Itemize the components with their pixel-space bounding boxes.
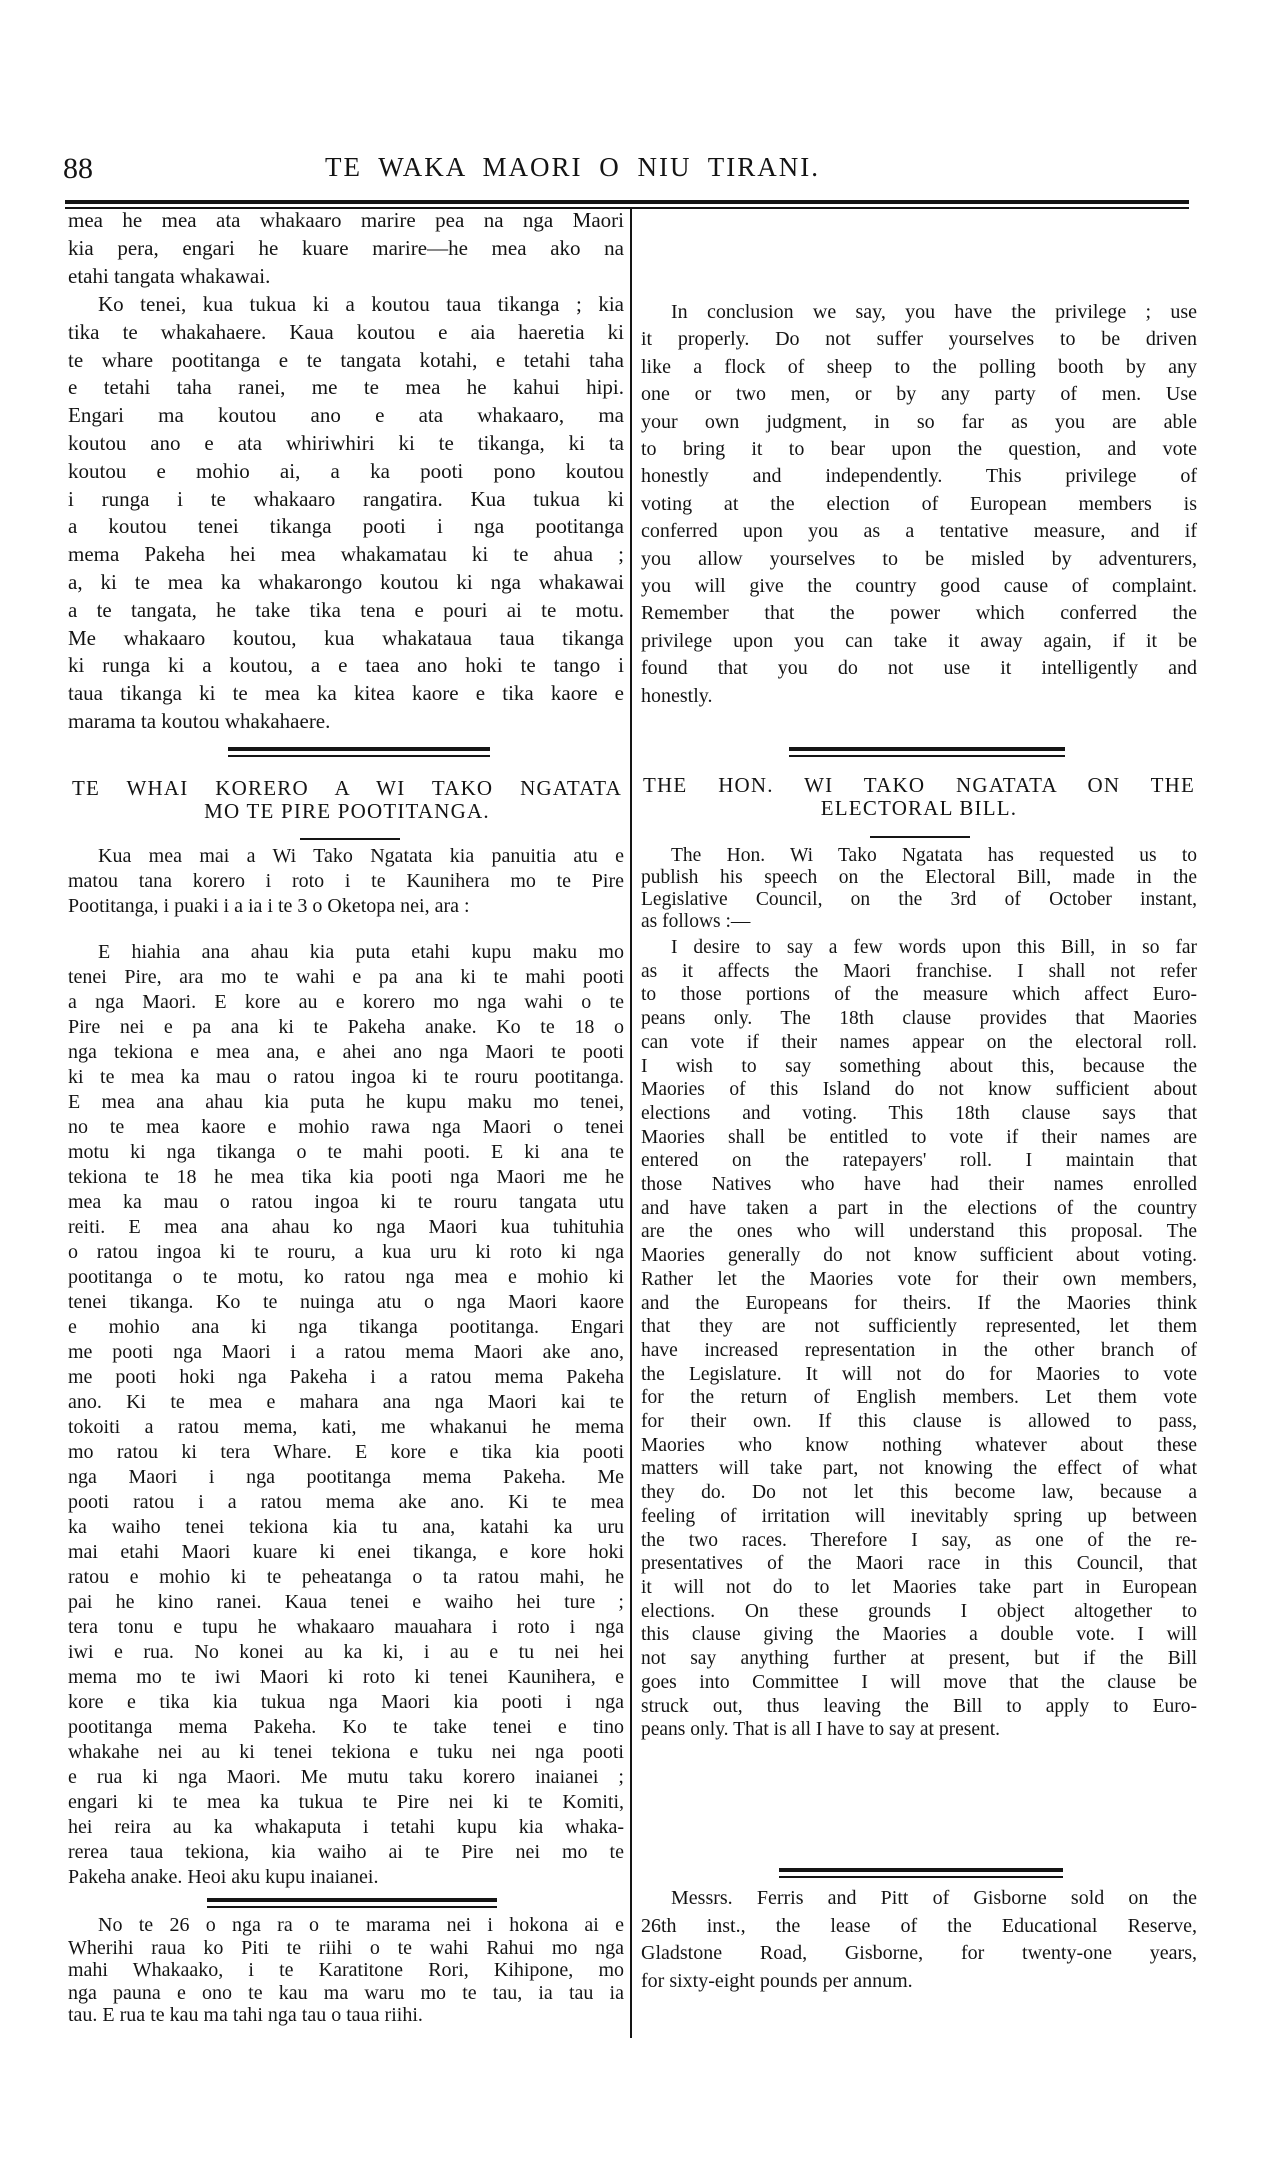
section-rule-thick [207, 1898, 497, 1902]
text-line: that they are not sufficiently represented, let them [641, 1316, 1197, 1338]
section-rule-thin [207, 1906, 497, 1908]
text-line: tekiona te 18 he mea tika kia pooti nga Maori me he [68, 1166, 624, 1188]
text-line: goes into Committee I will move that the clause be [641, 1671, 1197, 1693]
text-line: Legislative Council, on the 3rd of October instant, [641, 889, 1197, 910]
maori-speech-body [68, 940, 624, 1890]
text-line: matou tana korero i roto i te Kaunihera mo te Pire [68, 870, 624, 892]
text-line: me pooti hoki nga Pakeha i a ratou mema Pakeha [68, 1366, 624, 1388]
text-line: Remember that the power which conferred the [641, 602, 1197, 625]
text-line: pootitanga o te motu, ko ratou nga mea e mohio ki [68, 1266, 624, 1288]
text-line: as it affects the Maori franchise. I shall not refer [641, 960, 1197, 982]
heading-line: MO TE PIRE POOTITANGA. [204, 799, 490, 823]
continuation-paragraph [68, 207, 624, 290]
text-line: mo ratou ki tera Whare. E kore e tika kia pooti [68, 1441, 624, 1463]
section-rule-thin [789, 755, 1065, 757]
text-line: one or two men, or by any party of men. Use [641, 383, 1197, 406]
text-line: kia pera, engari he kuare marire—he mea ako na [68, 235, 624, 260]
text-line: and the Europeans for theirs. If the Maories think [641, 1292, 1197, 1314]
text-line: e tetahi taha ranei, me te mea he kahui hipi. [68, 375, 624, 400]
text-line: voting at the election of European members is [641, 492, 1197, 515]
text-line: the Legislature. It will not do for Maories to vote [641, 1363, 1197, 1385]
text-line: taua tikanga ki te mea ka kitea kaore e tika kaore e [68, 681, 624, 706]
text-line: are the ones who will understand this proposal. The [641, 1221, 1197, 1243]
text-line: mema mo te iwi Maori ki roto ki tenei Kaunihera, e [68, 1666, 624, 1688]
heading-line: THE HON. WI TAKO NGATATA ON THE [643, 773, 1195, 797]
page-number: 88 [63, 152, 93, 185]
maori-speech-heading [72, 777, 622, 823]
column-divider [630, 208, 632, 2038]
section-rule-thick [228, 747, 490, 751]
text-line: Maories generally do not know sufficient about voting. [641, 1245, 1197, 1267]
text-line: tera tonu e tupu he whakaaro mauahara i roto i nga [68, 1616, 624, 1638]
text-line: o ratou ingoa ki te rouru, a kua uru ki roto ki nga [68, 1241, 624, 1263]
maori-speech-intro [68, 844, 624, 919]
text-line: tenei tikanga. Ko te nuinga atu o nga Maori kaore [68, 1291, 624, 1313]
text-line: Wherihi raua ko Piti te riihi o te wahi Rahui mo nga [68, 1936, 624, 1959]
text-line: entered on the ratepayers' roll. I maintain that [641, 1150, 1197, 1172]
text-line: feeling of irritation will inevitably spring up between [641, 1505, 1197, 1527]
text-line: ka waiho tenei tekiona kia tu ana, katahi ka uru [68, 1516, 624, 1538]
section-rule-thick [779, 1868, 1063, 1872]
text-line: presentatives of the Maori race in this Council, that [641, 1553, 1197, 1575]
text-line: your own judgment, in so far as you are able [641, 410, 1197, 433]
text-line: those Natives who have had their names enrolled [641, 1174, 1197, 1196]
text-line: Pakeha anake. Heoi aku kupu inaianei. [68, 1866, 379, 1888]
text-line: Pootitanga, i puaki i a ia i te 3 o Oketopa nei, ara : [68, 895, 470, 917]
text-line: i runga i te whakaaro rangatira. Kua tukua ki [68, 486, 624, 511]
heading-line: TE WHAI KORERO A WI TAKO NGATATA [72, 776, 622, 800]
text-line: In conclusion we say, you have the privilege ; use [671, 301, 1197, 323]
text-line: Rather let the Maories vote for their own members, [641, 1268, 1197, 1290]
text-line: mema Pakeha hei mea whakamatau ki te ahua ; [68, 542, 624, 567]
conclusion-paragraph [641, 299, 1197, 710]
text-line: a te tangata, he take tika tena e pouri ai te motu. [68, 597, 624, 622]
text-line: Kua mea mai a Wi Tako Ngatata kia panuitia atu e [98, 845, 624, 867]
text-line: it will not do to let Maories take part in European [641, 1576, 1197, 1598]
text-line: a koutou tenei tikanga pooti i nga pootitanga [68, 514, 624, 539]
text-line: as follows :— [641, 911, 751, 932]
text-line: not say anything further at present, but if the Bill [641, 1648, 1197, 1670]
text-line: E hiahia ana ahau kia puta etahi kupu maku mo [98, 941, 624, 963]
text-line: and have taken a part in the elections of the country [641, 1197, 1197, 1219]
text-line: conferred upon you as a tentative measure, and if [641, 520, 1197, 543]
text-line: pai he kino ranei. Kaua tenei e waiho hei ture ; [68, 1591, 624, 1613]
text-line: koutou ano e ata whiriwhiri ki te tikanga, ki ta [68, 430, 624, 455]
text-line: Engari ma koutou ano e ata whakaaro, ma [68, 403, 624, 428]
text-line: for the return of English members. Let them vote [641, 1387, 1197, 1409]
text-line: E mea ana ahau kia puta he kupu maku mo tenei, [68, 1091, 624, 1113]
text-line: e rua ki nga Maori. Me mutu taku korero inaianei ; [68, 1766, 624, 1788]
text-line: whakahe nei au ki tenei tekiona e tuku nei nga pooti [68, 1741, 624, 1763]
text-line: peans only. The 18th clause provides that Maories [641, 1008, 1197, 1030]
text-line: it properly. Do not suffer yourselves to be driven [641, 328, 1197, 351]
section-rule-thin [779, 1876, 1063, 1878]
text-line: me pooti nga Maori i a ratou mema Maori ake ano, [68, 1341, 624, 1363]
text-line: ratou e mohio ki te peheatanga o ta ratou mahi, he [68, 1566, 624, 1588]
text-line: Maories shall be entitled to vote if their names are [641, 1126, 1197, 1148]
text-line: a nga Maori. E kore au e korero mo nga wahi o te [68, 991, 624, 1013]
text-line: reiti. E mea ana ahau ko nga Maori kua tuhituhia [68, 1216, 624, 1238]
text-line: pootitanga mema Pakeha. Ko te take tenei e tino [68, 1716, 624, 1738]
english-speech-intro [641, 845, 1197, 933]
text-line: a, ki te mea ka whakarongo koutou ki nga whakawai [68, 569, 624, 594]
text-line: you will give the country good cause of complaint. [641, 575, 1197, 598]
text-line: have increased representation in the other branch of [641, 1339, 1197, 1361]
text-line: tika te whakahaere. Kaua koutou e aia haeretia ki [68, 319, 624, 344]
text-line: matters will take part, not knowing the effect of what [641, 1458, 1197, 1480]
text-line: ki te mea ka mau o ratou ingoa ki te rouru pootitanga. [68, 1066, 624, 1088]
text-line: honestly. [641, 684, 713, 707]
text-line: ano. Ki te mea e mahara ana nga Maori kai te [68, 1391, 624, 1413]
text-line: Messrs. Ferris and Pitt of Gisborne sold on the [671, 1887, 1197, 1909]
text-line: mahi Whakaako, i te Karatitone Rori, Kihipone, mo [68, 1959, 624, 1981]
text-line: I wish to say something about this, because the [641, 1055, 1197, 1077]
text-line: koutou e mohio ai, a ka pooti pono koutou [68, 458, 624, 483]
text-line: iwi e rua. No konei au ka ki, i au e tu nei hei [68, 1641, 624, 1663]
text-line: Pire nei e pa ana ki te Pakeha anake. Ko te 18 o [68, 1016, 624, 1038]
text-line: Me whakaaro koutou, kua whakataua taua tikanga [68, 625, 624, 650]
text-line: privilege upon you can take it away again, if it be [641, 629, 1197, 652]
english-speech-heading [643, 774, 1195, 820]
text-line: found that you do not use it intelligently and [641, 657, 1197, 680]
english-lease-notice [641, 1885, 1197, 1996]
text-line: etahi tangata whakawai. [68, 263, 271, 288]
text-line: nga pauna e ono te kau ma waru mo te tau, ia tau ia [68, 1981, 624, 2004]
text-line: can vote if their names appear on the electoral roll. [641, 1031, 1197, 1053]
text-line: Ko tenei, kua tukua ki a koutou taua tikanga ; kia [98, 292, 624, 316]
text-line: you allow yourselves to be misled by adventurers, [641, 547, 1197, 570]
text-line: this clause giving the Maories a double vote. I will [641, 1624, 1197, 1646]
text-line: elections and voting. This 18th clause says that [641, 1102, 1197, 1124]
text-line: no te mea kaore e mohio rawa nga Maori o tenei [68, 1116, 624, 1138]
text-line: the two races. Therefore I say, as one of the re- [641, 1529, 1197, 1551]
text-line: mea ka mau o ratou ingoa ki te rouru tangata utu [68, 1191, 624, 1213]
text-line: elections. On these grounds I object altogether to [641, 1600, 1197, 1622]
heading-line: ELECTORAL BILL. [820, 796, 1018, 820]
text-line: Gladstone Road, Gisborne, for twenty-one years, [641, 1942, 1197, 1965]
text-line: engari ki te mea ka tukua te Pire nei ki te Komiti, [68, 1791, 624, 1813]
text-line: Maories of this Island do not know sufficient about [641, 1079, 1197, 1101]
text-line: for their own. If this clause is allowed to pass, [641, 1411, 1197, 1433]
text-line: nga Maori i nga pootitanga mema Pakeha. Me [68, 1466, 624, 1488]
newspaper-title: TE WAKA MAORI O NIU TIRANI. [325, 152, 820, 182]
text-line: rerea taua tekiona, kia waiho ai te Pire nei mo te [68, 1841, 624, 1863]
english-speech-body [641, 936, 1197, 1742]
text-line: pooti ratou i a ratou mema ake ano. Ki te mea [68, 1491, 624, 1513]
section-rule-thin [228, 755, 490, 757]
text-line: e mohio ana ki nga tikanga pootitanga. Engari [68, 1316, 624, 1338]
text-line: tenei Pire, ara mo te wahi e pa ana ki te mahi pooti [68, 966, 624, 988]
text-line: Maories who know nothing whatever about these [641, 1434, 1197, 1456]
text-line: nga tekiona e mea ana, e ahei ano nga Maori te pooti [68, 1041, 624, 1063]
text-line: publish his speech on the Electoral Bill, made in the [641, 867, 1197, 888]
text-line: to those portions of the measure which affect Euro- [641, 984, 1197, 1006]
text-line: No te 26 o nga ra o te marama nei i hokona ai e [98, 1914, 624, 1936]
text-line: like a flock of sheep to the polling booth by any [641, 355, 1197, 378]
text-line: The Hon. Wi Tako Ngatata has requested us to [671, 845, 1197, 866]
text-line: hei reira au ka whakaputa i tetahi kupu kia whaka- [68, 1816, 624, 1838]
text-line: mea he mea ata whakaaro marire pea na nga Maori [68, 208, 624, 232]
text-line: tokoiti a ratou mema, kati, me whakanui he mema [68, 1416, 624, 1438]
section-rule-thick [789, 747, 1065, 751]
text-line: te whare pootitanga e te tangata kotahi, e tetahi taha [68, 347, 624, 372]
text-line: motu ki nga tikanga o te mahi pooti. E ki ana te [68, 1141, 624, 1163]
header-rule-thick [65, 200, 1189, 204]
continuation-paragraph [68, 291, 624, 736]
text-line: struck out, thus leaving the Bill to apply to Euro- [641, 1695, 1197, 1717]
text-line: for sixty-eight pounds per annum. [641, 1970, 913, 1993]
text-line: tau. E rua te kau ma tahi nga tau o taua riihi. [68, 2004, 423, 2026]
maori-lease-notice [68, 1914, 624, 2027]
text-line: they do. Do not let this become law, because a [641, 1482, 1197, 1504]
text-line: ki runga ki a koutou, a e taea ano hoki te tango i [68, 653, 624, 678]
text-line: marama ta koutou whakahaere. [68, 708, 331, 733]
text-line: mai etahi Maori kuare ki enei tikanga, e kore hoki [68, 1541, 624, 1563]
text-line: kore e tika kia tukua nga Maori kia pooti i nga [68, 1691, 624, 1713]
text-line: 26th inst., the lease of the Educational Reserve, [641, 1914, 1197, 1937]
heading-underline [300, 838, 400, 840]
text-line: I desire to say a few words upon this Bill, in so far [671, 937, 1197, 958]
text-line: to bring it to bear upon the question, and vote [641, 438, 1197, 461]
text-line: peans only. That is all I have to say at present. [641, 1719, 1001, 1741]
text-line: honestly and independently. This privilege of [641, 465, 1197, 488]
heading-underline [870, 836, 970, 838]
